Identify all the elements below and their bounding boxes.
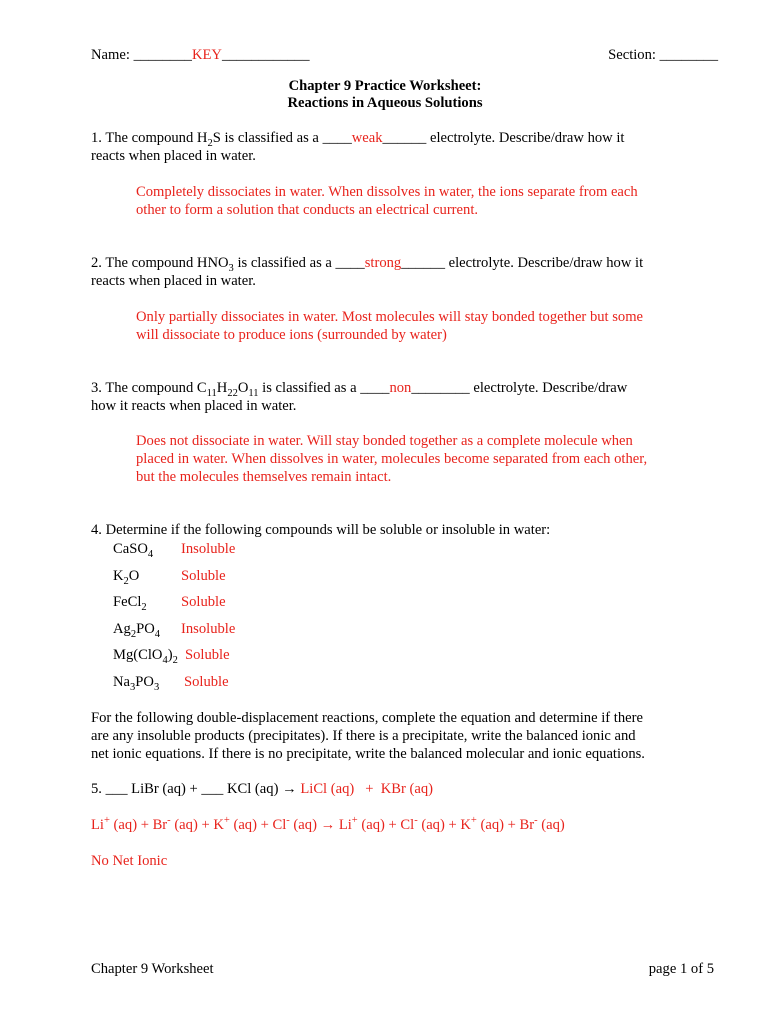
q5-equation bbox=[91, 781, 433, 798]
q3-line-1 bbox=[91, 380, 627, 397]
q3-response-2: placed in water. When dissolves in water, molecules become separated from each other, bbox=[136, 451, 648, 467]
q5-number: 5. bbox=[91, 781, 102, 797]
q4-item bbox=[113, 647, 230, 664]
q1-line-1 bbox=[91, 130, 624, 147]
solubility-answer: Insoluble bbox=[181, 541, 236, 557]
q3-answer: non bbox=[389, 380, 412, 396]
q3-response-1: Does not dissociate in water. Will stay bonded together as a complete molecule when bbox=[136, 433, 633, 449]
q4-item bbox=[113, 594, 226, 611]
q3-mid: is classified as a bbox=[258, 380, 361, 396]
q1-answer: weak bbox=[351, 130, 383, 146]
q1-response-1: Completely dissociates in water. When dissolves in water, the ions separate from each bbox=[136, 184, 638, 200]
q5-blank-1: ___ bbox=[105, 781, 128, 797]
q3-response-3: but the molecules themselves remain intact. bbox=[136, 469, 392, 485]
q1-suffix: electrolyte. Describe/draw how it bbox=[426, 130, 625, 146]
q3-o: O bbox=[237, 380, 249, 396]
q3-sub-o: 11 bbox=[248, 387, 259, 399]
name-label: Name: bbox=[91, 47, 130, 63]
q5-ionic-equation: Li+ (aq) + Br- (aq) + K+ (aq) + Cl- (aq) → Li+ (aq) + Cl- (aq) + K+ (aq) + Br- (aq) bbox=[91, 815, 565, 833]
solubility-answer: Soluble bbox=[181, 594, 226, 610]
q1-blank-pre: ____ bbox=[322, 130, 352, 146]
q3-blank-pre: ____ bbox=[360, 380, 390, 396]
compound-formula: $K_2O$ bbox=[113, 568, 140, 587]
q3-sub-h: 22 bbox=[227, 387, 238, 399]
solubility-answer: Soluble bbox=[184, 674, 229, 690]
q2-response-2: will dissociate to produce ions (surrounded by water) bbox=[136, 327, 447, 343]
q2-blank-pre: ____ bbox=[335, 255, 365, 271]
name-blank-post: ____________ bbox=[221, 47, 310, 63]
q3-line-2: how it reacts when placed in water. bbox=[91, 398, 297, 414]
q2-sub: 3 bbox=[228, 262, 234, 274]
q1-sub: 2 bbox=[207, 137, 213, 149]
compound-formula: $Mg(ClO_4)_2$ bbox=[113, 647, 178, 666]
q2-suffix: electrolyte. Describe/draw how it bbox=[444, 255, 644, 271]
compound-formula: $Na_3PO_3$ bbox=[113, 674, 160, 693]
solubility-answer: Insoluble bbox=[181, 621, 236, 637]
q5-net-ionic: No Net Ionic bbox=[91, 853, 168, 869]
arrow-icon: → bbox=[282, 781, 297, 797]
q2-line-2: reacts when placed in water. bbox=[91, 273, 256, 289]
compound-formula: $Ag_2PO_4$ bbox=[113, 621, 160, 640]
q2-prefix: 2. The compound HNO bbox=[91, 255, 229, 271]
name-blank-pre: ________ bbox=[133, 47, 192, 63]
solubility-answer: Soluble bbox=[185, 647, 230, 663]
q4-prompt: 4. Determine if the following compounds will be soluble or insoluble in water: bbox=[91, 522, 551, 538]
q3-h: H bbox=[216, 380, 228, 396]
title-line-1: Chapter 9 Practice Worksheet: bbox=[288, 78, 482, 94]
compound-formula: FeCl$_2$ bbox=[113, 594, 147, 613]
instructions-line-3: net ionic equations. If there is no precipitate, write the balanced molecular and ionic equations. bbox=[91, 746, 645, 762]
q4-item bbox=[113, 541, 235, 558]
arrow-icon: → bbox=[320, 817, 336, 833]
q2-line-1 bbox=[91, 255, 643, 272]
footer-left: Chapter 9 Worksheet bbox=[91, 961, 214, 977]
section-blank: ________ bbox=[659, 47, 718, 63]
q3-prefix: 3. The compound C bbox=[91, 380, 207, 396]
q1-blank-post: ______ bbox=[382, 130, 427, 146]
q2-response-1: Only partially dissociates in water. Most molecules will stay bonded together but some bbox=[136, 309, 644, 325]
q4-item bbox=[113, 568, 226, 585]
q2-answer: strong bbox=[364, 255, 402, 271]
q5-products: LiCl (aq) + KBr (aq) bbox=[300, 781, 433, 797]
q2-mid: is classified as a bbox=[233, 255, 336, 271]
q4-item bbox=[113, 621, 235, 638]
q3-sub-c: 11 bbox=[206, 387, 217, 399]
q3-suffix: electrolyte. Describe/draw bbox=[469, 380, 628, 396]
compound-formula: CaSO$_4$ bbox=[113, 541, 154, 560]
footer-page-number: page 1 of 5 bbox=[648, 961, 714, 977]
name-value: KEY bbox=[191, 47, 222, 63]
instructions-line-1: For the following double-displacement reactions, complete the equation and determine if there bbox=[91, 710, 643, 726]
q5-blank-2: ___ bbox=[201, 781, 224, 797]
q2-blank-post: ______ bbox=[401, 255, 445, 271]
section-label: Section: bbox=[608, 47, 656, 63]
q5-reactant-1: LiBr (aq) + bbox=[131, 781, 198, 797]
q1-mid: S is classified as a bbox=[212, 130, 323, 146]
solubility-answer: Soluble bbox=[181, 568, 226, 584]
q1-prefix: 1. The compound H bbox=[91, 130, 208, 146]
q1-response-2: other to form a solution that conducts an electrical current. bbox=[136, 202, 479, 218]
q4-item bbox=[113, 674, 229, 691]
q1-line-2: reacts when placed in water. bbox=[91, 148, 256, 164]
q3-blank-post: ________ bbox=[411, 380, 470, 396]
title-line-2: Reactions in Aqueous Solutions bbox=[287, 95, 483, 111]
q5-reactant-2: KCl (aq) bbox=[226, 781, 279, 797]
section-line bbox=[608, 47, 718, 64]
name-line bbox=[91, 47, 310, 64]
instructions-line-2: are any insoluble products (precipitates). If there is a precipitate, write the balanced ionic and bbox=[91, 728, 636, 744]
